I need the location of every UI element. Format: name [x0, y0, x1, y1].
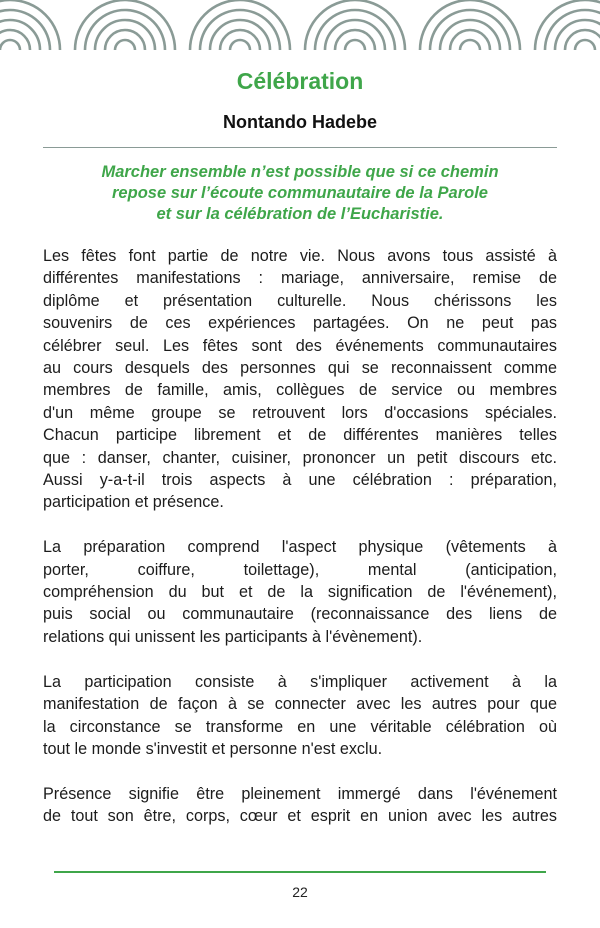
text-line: porter, coiffure, toilettage), mental (anticipation, [43, 560, 557, 579]
text-line: compréhension du but et de la signification de l'événement), [43, 583, 557, 602]
text-line: souvenirs de ces expériences partagées. On ne peut pas [43, 314, 557, 333]
page-number: 22 [292, 884, 308, 900]
header-divider [43, 147, 557, 148]
article-body [43, 245, 557, 850]
text-line: tout le monde s'investit et personne n'est exclu. [43, 739, 383, 758]
text-line: Chacun participe librement et de différentes manières telles [43, 426, 557, 445]
text-line: relations qui unissent les participants à l'évènement). [43, 627, 423, 646]
text-line: manifestation de façon à se connecter avec les autres pour que [43, 695, 557, 714]
quote-line: et sur la célébration de l’Eucharistie. [156, 205, 444, 223]
text-line: La préparation comprend l'aspect physique (vêtements à [43, 538, 557, 557]
circle-cluster [190, 0, 290, 50]
text-line: d'un même groupe se retrouvent lors d'occasions spéciales. [43, 403, 557, 422]
text-line: membres de famille, amis, collègues de service ou membres [43, 381, 557, 400]
text-line: participation et présence. [43, 493, 224, 512]
paragraph-preparation [43, 536, 557, 648]
text-line: de tout son être, corps, cœur et esprit en union avec les autres [43, 807, 557, 826]
concentric-circles-pattern [0, 0, 600, 50]
text-line: puis social ou communautaire (reconnaissance des liens de [43, 605, 557, 624]
page-title: Célébration [236, 68, 364, 94]
text-line: que : danser, chanter, cuisiner, prononcer un petit discours etc. [43, 448, 557, 467]
text-line: Aussi y-a-t-il trois aspects à une célébration : préparation, [43, 471, 557, 490]
circle-cluster [75, 0, 175, 50]
circle-cluster [535, 0, 600, 50]
author-name: Nontando Hadebe [222, 112, 377, 132]
quote-line: repose sur l’écoute communautaire de la Parole [112, 184, 488, 202]
circle-cluster [0, 0, 60, 50]
text-line: au cours desquels des personnes qui se reconnaissent comme [43, 359, 557, 378]
text-line: différentes manifestations : mariage, anniversaire, remise de [43, 269, 557, 288]
text-line: Présence signifie être pleinement immergé dans l'événement [43, 784, 557, 803]
text-line: Les fêtes font partie de notre vie. Nous avons tous assisté à [43, 247, 557, 265]
decorative-header-pattern [0, 0, 600, 50]
quote-line: Marcher ensemble n’est possible que si ce chemin [101, 163, 499, 181]
footer-divider [54, 871, 546, 873]
text-line: diplôme et présentation culturelle. Nous chérissons les [43, 291, 557, 310]
epigraph-quote [60, 162, 540, 225]
paragraph-intro [43, 245, 557, 514]
paragraph-participation [43, 671, 557, 761]
text-line: La participation consiste à s'impliquer activement à la [43, 672, 557, 691]
text-line: la circonstance se transforme en une véritable célébration où [43, 717, 557, 736]
text-line: célébrer seul. Les fêtes sont des événements communautaires [43, 336, 557, 355]
circle-cluster [420, 0, 520, 50]
paragraph-presence [43, 783, 557, 828]
circle-cluster [305, 0, 405, 50]
